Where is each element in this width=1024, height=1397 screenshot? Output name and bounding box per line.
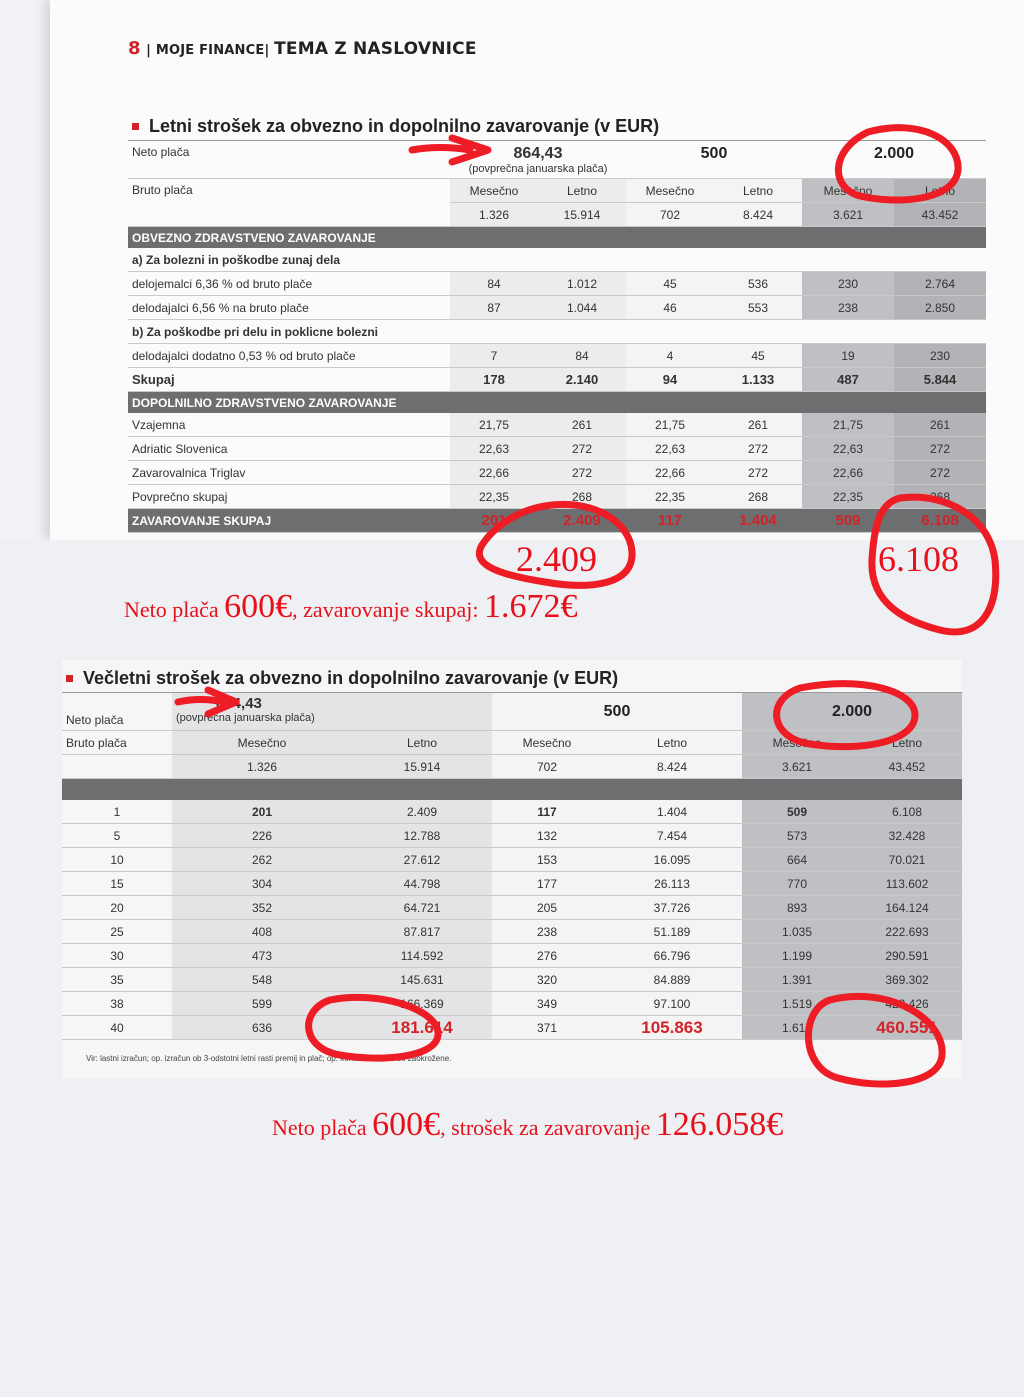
- table2-title: Večletni strošek za obvezno in dopolnilno zavarovanje (v EUR): [62, 664, 962, 693]
- bruto-value: 3.621: [802, 203, 894, 227]
- bruto-value: 702: [626, 203, 714, 227]
- section-name: MOJE FINANCE: [155, 43, 265, 58]
- neto-value-2000: 2.000: [742, 693, 962, 731]
- table-row: 10 262 27.612 153 16.095 664 70.021: [62, 848, 962, 872]
- neto-value-500: 500: [492, 693, 742, 731]
- table-row: 35 548 145.631 320 84.889 1.391 369.302: [62, 968, 962, 992]
- period-header: Mesečno: [742, 731, 852, 755]
- table-row: 30 473 114.592 276 66.796 1.199 290.591: [62, 944, 962, 968]
- bruto-value: 1.326: [172, 755, 352, 779]
- table-row: delodajalci 6,56 % na bruto plače 87 1.044 46 553 238 2.850: [128, 296, 986, 320]
- neto-value-2000: 2.000: [802, 141, 986, 179]
- period-header: Letno: [352, 731, 492, 755]
- topic-name: TEMA Z NASLOVNICE: [274, 39, 477, 59]
- bruto-value: 1.326: [450, 203, 538, 227]
- table-row: Povprečno skupaj 22,35 268 22,35 268 22,35 268: [128, 485, 986, 509]
- period-header: Letno: [538, 179, 626, 203]
- table-row: 38 599 166.369 349 97.100 1.519 422.426: [62, 992, 962, 1016]
- multiyear-cost-table: [62, 664, 962, 1040]
- neto-value-average: 864,43 (povprečna januarska plača): [172, 693, 492, 731]
- table-row: 40 636 181.614 371 105.863 1.612 460.551: [62, 1016, 962, 1040]
- table-row: 20 352 64.721 205 37.726 893 164.124: [62, 896, 962, 920]
- neto-value-average: 864,43 (povprečna januarska plača): [450, 141, 626, 179]
- period-header: Letno: [602, 731, 742, 755]
- table-row: Adriatic Slovenica 22,63 272 22,63 272 22,63 272: [128, 437, 986, 461]
- period-header: Mesečno: [172, 731, 352, 755]
- table-row: delojemalci 6,36 % od bruto plače 84 1.012 45 536 230 2.764: [128, 272, 986, 296]
- grand-total-row: ZAVAROVANJE SKUPAJ 201 2.409 117 1.404 509 6.108: [128, 509, 986, 533]
- period-header: Mesečno: [450, 179, 538, 203]
- table-row: Vzajemna 21,75 261 21,75 261 21,75 261: [128, 413, 986, 437]
- period-header: Mesečno: [802, 179, 894, 203]
- section-heading-supplementary: DOPOLNILNO ZDRAVSTVENO ZAVAROVANJE: [128, 392, 986, 414]
- period-header: Letno: [894, 179, 986, 203]
- circled-annotation-6108: 6.108: [878, 539, 959, 579]
- bruto-value: 43.452: [894, 203, 986, 227]
- table-row: 25 408 87.817 238 51.189 1.035 222.693: [62, 920, 962, 944]
- bruto-value: 43.452: [852, 755, 962, 779]
- source-note: Vir: lastni izračun; op. izračun ob 3-odstotni letni rasti premij in plač; op. končne številke so zaokrožene.: [86, 1054, 452, 1063]
- page-header: 8 | MOJE FINANCE| TEMA Z NASLOVNICE: [128, 38, 477, 59]
- period-header: Letno: [852, 731, 962, 755]
- bruto-value: 3.621: [742, 755, 852, 779]
- neto-value-500: 500: [626, 141, 802, 179]
- annotation-line-1: Neto plača 600€, zavarovanje skupaj: 1.672€: [124, 588, 578, 625]
- table-row: 1 201 2.409 117 1.404 509 6.108: [62, 800, 962, 824]
- table-row: Zavarovalnica Triglav 22,66 272 22,66 272 22,66 272: [128, 461, 986, 485]
- neto-label: Neto plača: [62, 693, 172, 731]
- subheading-a: a) Za bolezni in poškodbe zunaj dela: [128, 248, 986, 272]
- bruto-value: 15.914: [538, 203, 626, 227]
- table-row: delodajalci dodatno 0,53 % od bruto plače 7 84 4 45 19 230: [128, 344, 986, 368]
- annotation-line-2: Neto plača 600€, strošek za zavarovanje 126.058€: [272, 1106, 784, 1143]
- table2-separator-bar: [62, 779, 962, 801]
- page-number: 8: [128, 38, 141, 59]
- red-square-icon: [132, 123, 139, 130]
- period-header: Letno: [714, 179, 802, 203]
- total-row: Skupaj 178 2.140 94 1.133 487 5.844: [128, 368, 986, 392]
- table-row: 5 226 12.788 132 7.454 573 32.428: [62, 824, 962, 848]
- bruto-value: 15.914: [352, 755, 492, 779]
- red-square-icon: [66, 675, 73, 682]
- bruto-value: 8.424: [714, 203, 802, 227]
- table1-title: Letni strošek za obvezno in dopolnilno zavarovanje (v EUR): [128, 112, 986, 141]
- bruto-value: 8.424: [602, 755, 742, 779]
- neto-label: Neto plača: [128, 141, 450, 179]
- circled-annotation-2409: 2.409: [516, 539, 597, 579]
- section-heading-mandatory: OBVEZNO ZDRAVSTVENO ZAVAROVANJE: [128, 227, 986, 249]
- bruto-label: Bruto plača: [128, 179, 450, 227]
- bruto-value: 702: [492, 755, 602, 779]
- table-row: 15 304 44.798 177 26.113 770 113.602: [62, 872, 962, 896]
- period-header: Mesečno: [492, 731, 602, 755]
- bruto-label: Bruto plača: [62, 731, 172, 755]
- annual-cost-table: [128, 112, 986, 533]
- subheading-b: b) Za poškodbe pri delu in poklicne bolezni: [128, 320, 986, 344]
- period-header: Mesečno: [626, 179, 714, 203]
